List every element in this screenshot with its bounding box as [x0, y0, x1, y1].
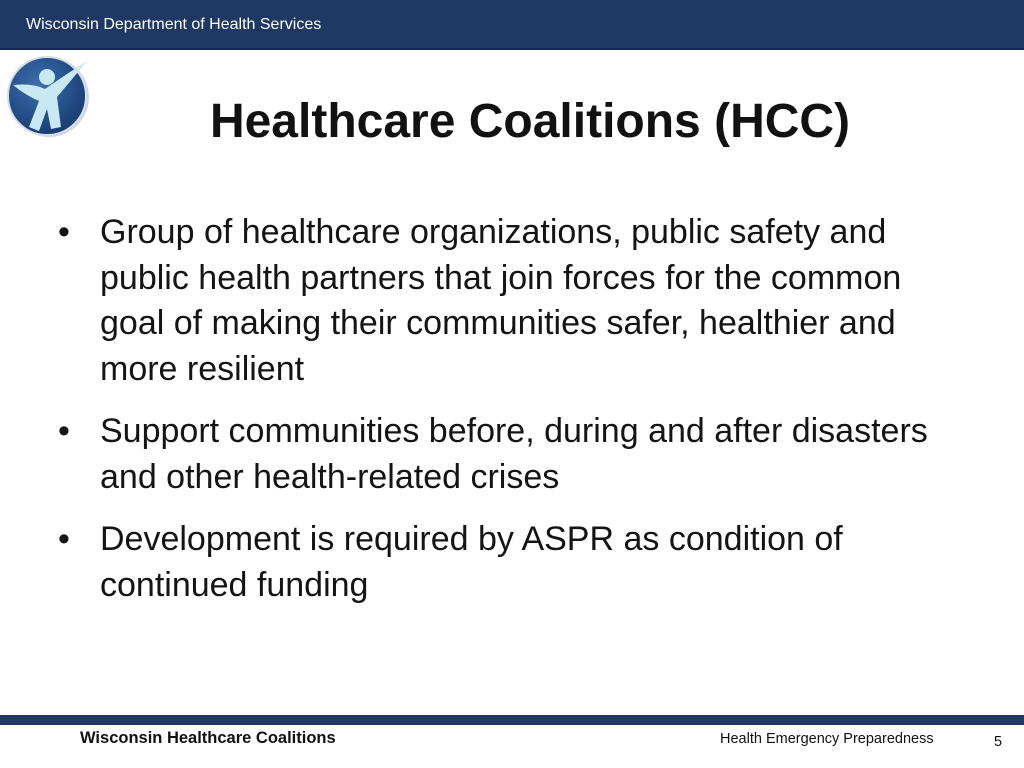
- page-number: 5: [994, 734, 1003, 750]
- footer-bar: [0, 715, 1024, 725]
- footer-left-text: Wisconsin Healthcare Coalitions: [80, 729, 336, 747]
- bullet-icon: •: [58, 412, 70, 450]
- bullet-icon: •: [58, 213, 70, 251]
- bullet-list: [58, 210, 958, 625]
- org-name: Wisconsin Department of Health Services: [26, 16, 322, 33]
- footer-right-text: Health Emergency Preparedness: [720, 731, 934, 747]
- bullet-text: Support communities before, during and after disasters and other health-related crises: [100, 412, 928, 496]
- header-bar: [0, 0, 1024, 50]
- person-figure-logo-icon: [3, 53, 91, 139]
- bullet-item: [58, 517, 958, 608]
- bullet-item: [58, 409, 958, 500]
- bullet-icon: •: [58, 520, 70, 558]
- slide-title: Healthcare Coalitions (HCC): [209, 95, 851, 148]
- bullet-text: Development is required by ASPR as condition of continued funding: [100, 520, 843, 604]
- bullet-item: [58, 210, 958, 392]
- bullet-text: Group of healthcare organizations, public safety and public health partners that join forces for the common goal of making their communities safer, healthier and more resilient: [100, 213, 902, 388]
